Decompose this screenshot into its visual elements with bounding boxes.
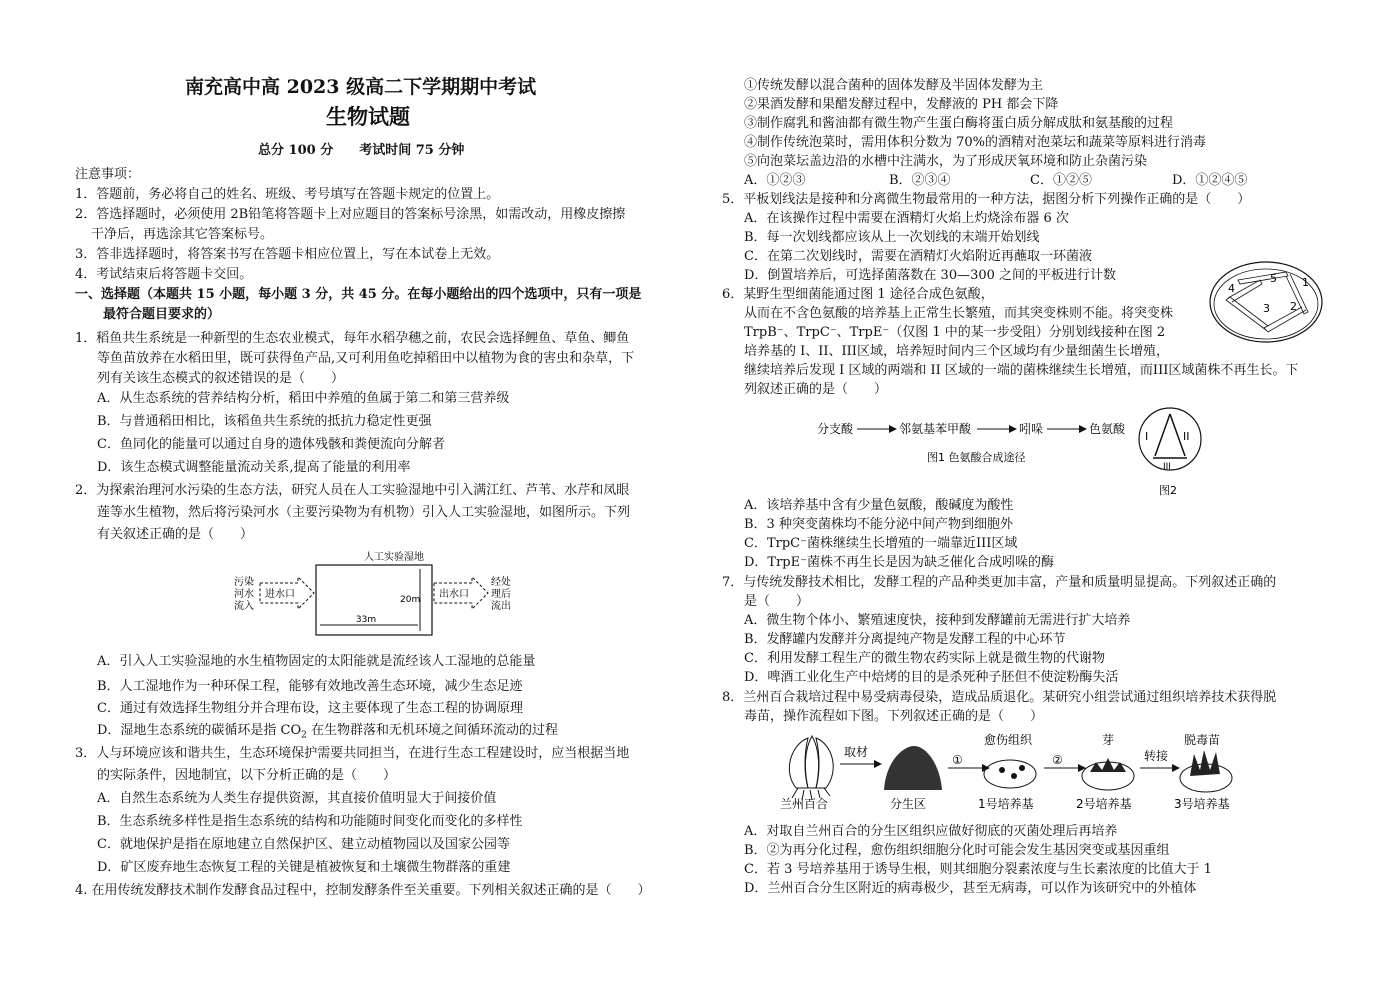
- inflow-label-2: 河水: [234, 589, 254, 600]
- q8-option-d: D．兰州百合分生区附近的病毒极少，甚至无病毒，可以作为该研究中的外植体: [744, 881, 1197, 896]
- dish2-label: 2号培养基: [1076, 797, 1132, 811]
- q4-option-a: A．①②③: [744, 173, 806, 188]
- q4-option-c: C．①②⑤: [1030, 173, 1092, 188]
- inflow-label-1: 污染: [234, 577, 254, 588]
- pathway-step-1: 分支酸: [817, 422, 854, 436]
- q2-option-b: B．人工湿地作为一种环保工程，能够有效地改善生态环境，减少生态足迹: [97, 679, 523, 694]
- q6-stem-1: 6．某野生型细菌能通过图 1 途径合成色氨酸，: [722, 287, 994, 302]
- q6-stem-3: TrpB⁻、TrpC⁻、TrpE⁻（仅图 1 中的某一步受阻）分别划线接种在图 2: [744, 325, 1166, 340]
- q4-option-b: B．②③④: [889, 173, 951, 188]
- q1-option-b: B．与普通稻田相比，该稻鱼共生系统的抵抗力稳定性更强: [97, 414, 432, 429]
- step1-label: ①: [952, 753, 963, 767]
- q6-option-a: A．该培养基中含有少量色氨酸，酸碱度为酸性: [744, 498, 1014, 513]
- q6-option-d: D．TrpE⁻菌株不再生长是因为缺乏催化合成吲哚的酶: [744, 555, 1054, 570]
- q6-stem-6: 列叙述正确的是（ ）: [744, 382, 888, 397]
- q3-option-c: C．就地保护是指在原地建立自然保护区、建立动植物园以及国家公园等: [97, 837, 510, 852]
- plate-caption: 图2: [1159, 484, 1177, 497]
- q5-stem: 5．平板划线法是接种和分离微生物最常用的一种方法，据图分析下列操作正确的是（ ）: [722, 192, 1251, 207]
- q3-option-a: A．自然生态系统为人类生存提供资源，其直接价值明显大于间接价值: [97, 791, 497, 806]
- q1-stem-2: 等鱼苗放养在水稻田里，既可获得鱼产品,又可利用鱼吃掉稻田中以植物为食的害虫和杂草，下: [97, 351, 635, 366]
- section-heading: 一、选择题（本题共 15 小题，每小题 3 分，共 45 分。在每小题给出的四个选项中，只有一项是: [75, 287, 642, 302]
- q3-option-d: D．矿区废弃地生态恢复工程的关键是植被恢复和土壤微生物群落的重建: [97, 860, 511, 875]
- callus-dot-3: [1019, 765, 1025, 771]
- streak-I: [1155, 414, 1170, 456]
- q4-stem: 4. 在用传统发酵技术制作发酵食品过程中，控制发酵条件至关重要。下列相关叙述正确的是（ ）: [75, 883, 651, 898]
- pathway-arrowhead-3: [1079, 425, 1087, 433]
- q5-option-b: B．每一次划线都应该从上一次划线的末端开始划线: [744, 230, 1040, 245]
- q5-option-d: D．倒置培养后，可选择菌落数在 30—300 之间的平板进行计数: [744, 268, 1117, 283]
- q1-option-c: C．鱼同化的能量可以通过自身的遗体残骸和粪便流向分解者: [97, 437, 445, 452]
- streak-label-3: 3: [1263, 302, 1270, 315]
- q6-option-b: B．3 种突变菌株均不能分泌中间产物到细胞外: [744, 517, 1013, 532]
- q8-option-a: A．对取自兰州百合的分生区组织应做好彻底的灭菌处理后再培养: [744, 824, 1118, 839]
- q6-stem-5: 继续培养后发现 I 区域的两端和 II 区域的一端的菌株继续生长增殖，而III区域菌株不再生长。下: [744, 363, 1299, 378]
- region-II-label: II: [1183, 430, 1190, 443]
- q7-stem-2: 是（ ）: [744, 594, 810, 609]
- q7-option-d: D．啤酒工业化生产中焙烤的目的是杀死种子胚但不使淀粉酶失活: [744, 670, 1119, 685]
- q3-option-b: B．生态系统多样性是指生态系统的结构和功能随时间变化而变化的多样性: [97, 814, 523, 829]
- streak-label-5: 5: [1270, 272, 1277, 285]
- q4-item-1: ①传统发酵以混合菌种的固体发酵及半固体发酵为主: [744, 78, 1044, 93]
- buds-cluster: [1090, 758, 1126, 772]
- streak-plate-figure: [1208, 252, 1324, 348]
- q2-option-d-text-2: 在生物群落和无机环境之间循环流动的过程: [306, 723, 559, 738]
- meristem-label: 分生区: [890, 797, 927, 811]
- q5-option-c: C．在第二次划线时，需要在酒精灯火焰附近再蘸取一环菌液: [744, 249, 1092, 264]
- exam-title: 南充高中高 2023 级高二下学期期中考试: [185, 76, 537, 98]
- callus-label: 愈伤组织: [984, 733, 1033, 747]
- pathway-arrowhead-1: [889, 425, 897, 433]
- q5-option-a: A．在该操作过程中需要在酒精灯火焰上灼烧涂布器 6 次: [744, 211, 1069, 226]
- q1-option-a: A．从生态系统的营养结构分析，稻田中养殖的鱼属于第二和第三营养级: [97, 391, 510, 406]
- region-III-label: III: [1163, 462, 1171, 472]
- note-4: 4．考试结束后将答题卡交回。: [75, 267, 253, 282]
- q2-option-d: [97, 722, 558, 745]
- plate-regions-figure: [1137, 400, 1203, 500]
- q1-stem-3: 列有关该生态模式的叙述错误的是（ ）: [97, 371, 345, 386]
- q3-stem-1: 3．人与环境应该和谐共生，生态环境保护需要共同担当，在进行生态工程建设时，应当根据当地: [75, 746, 630, 761]
- transfer-arrowhead: [1172, 764, 1180, 772]
- q2-option-d-text: D．湿地生态系统的碳循环是指 CO: [97, 723, 302, 738]
- q6-option-c: C．TrpC⁻菌株继续生长增殖的一端靠近III区域: [744, 536, 1018, 551]
- pathway-step-4: 色氨酸: [1089, 422, 1126, 436]
- pathway-arrowhead-2: [1009, 425, 1017, 433]
- tissue-culture-flow-figure: [774, 730, 1254, 814]
- step2-label: ②: [1052, 753, 1063, 767]
- q7-option-a: A．微生物个体小、繁殖速度快，接种到发酵罐前无需进行扩大培养: [744, 613, 1131, 628]
- q2-option-a: A．引入人工实验湿地的水生植物固定的太阳能就是流经该人工湿地的总能量: [97, 654, 536, 669]
- wetland-diagram: [232, 545, 522, 640]
- meristem-icon: [884, 746, 942, 790]
- note-1: 1．答题前，务必将自己的姓名、班级、考号填写在答题卡规定的位置上。: [75, 187, 500, 202]
- seedling-label: 脱毒苗: [1184, 733, 1221, 747]
- q4-item-4: ④制作传统泡菜时，需用体积分数为 70%的酒精对泡菜坛和蔬菜等原料进行消毒: [744, 135, 1207, 150]
- q2-stem-2: 莲等水生植物，然后将污染河水（主要污染物为有机物）引入人工实验湿地，如图所示。下列: [97, 505, 631, 520]
- outflow-label-2: 理后: [491, 589, 511, 600]
- pathway-step-3: 吲哚: [1019, 422, 1044, 436]
- q2-stem-3: 有关叙述正确的是（ ）: [97, 527, 254, 542]
- seedling-cluster: [1190, 750, 1220, 776]
- tryptophan-pathway-figure: [817, 415, 1127, 467]
- notes-heading: 注意事项：: [75, 167, 141, 182]
- q8-stem-1: 8．兰州百合栽培过程中易受病毒侵染，造成品质退化。某研究小组尝试通过组织培养技术获得脱: [722, 690, 1277, 705]
- callus-dot-2: [1011, 773, 1017, 779]
- q3-stem-2: 的实际条件，因地制宜，以下分析正确的是（ ）: [97, 768, 397, 783]
- outflow-label-1: 经处: [491, 577, 511, 588]
- q8-stem-2: 毒苗，操作流程如下图。下列叙述正确的是（ ）: [744, 709, 1044, 724]
- q6-stem-4: 培养基的 I、II、III区域，培养短时间内三个区域均有少量细菌生长增殖，: [744, 344, 1169, 359]
- q4-item-5: ⑤向泡菜坛盖边沿的水槽中注满水，为了形成厌氧环境和防止杂菌污染: [744, 154, 1148, 169]
- transfer-label: 转接: [1144, 749, 1169, 763]
- exam-meta: 总分 100 分 考试时间 75 分钟: [258, 143, 465, 158]
- q4-item-3: ③制作腐乳和酱油都有微生物产生蛋白酶将蛋白质分解成肽和氨基酸的过程: [744, 116, 1174, 131]
- take-arrowhead: [874, 760, 882, 768]
- dish3-label: 3号培养基: [1174, 797, 1230, 811]
- plate-circle: [1139, 408, 1201, 470]
- region-I-label: I: [1145, 430, 1149, 443]
- q2-stem-1: 2．为探索治理河水污染的生态方法，研究人员在人工实验湿地中引入满江红、芦苇、水芹和凤眼: [75, 483, 630, 498]
- q2-option-c: C．通过有效选择生物组分并合理布设，这主要体现了生态工程的协调原理: [97, 701, 523, 716]
- outlet-label: 出水口: [439, 589, 469, 600]
- width-label: 33m: [355, 615, 377, 625]
- dish1-icon: [984, 760, 1036, 788]
- pathway-caption: 图1 色氨酸合成途径: [927, 451, 1026, 464]
- dish1-label: 1号培养基: [978, 797, 1034, 811]
- q7-stem-1: 7．与传统发酵技术相比，发酵工程的产品种类更加丰富，产量和质量明显提高。下列叙述正确的: [722, 575, 1277, 590]
- streak-label-2: 2: [1290, 300, 1297, 313]
- q7-option-c: C．利用发酵工程生产的微生物农药实际上就是微生物的代谢物: [744, 651, 1105, 666]
- callus-dot-1: [999, 767, 1005, 773]
- streak-label-4: 4: [1228, 282, 1235, 295]
- pathway-step-2: 邻氨基苯甲酸: [899, 422, 972, 436]
- step2-arrowhead: [1078, 764, 1086, 772]
- lily-bulb-icon: [789, 736, 833, 800]
- note-2: 2．答选择题时，必须使用 2B铅笔将答题卡上对应题目的答案标号涂黑，如需改动，用橡皮擦擦: [75, 207, 626, 222]
- q8-option-c: C．若 3 号培养基用于诱导生根，则其细胞分裂素浓度与生长素浓度的比值大于 1: [744, 862, 1212, 877]
- outflow-label-3: 流出: [491, 601, 511, 612]
- subject-title: 生物试题: [326, 104, 410, 129]
- note-2-cont: 干净后，再选涂其它答案标号。: [91, 227, 274, 242]
- take-label: 取材: [844, 745, 869, 759]
- height-label: 20m: [400, 595, 421, 605]
- q8-option-b: B．②为再分化过程，愈伤组织细胞分化时可能会发生基因突变或基因重组: [744, 843, 1170, 858]
- q7-option-b: B．发酵罐内发酵并分离提纯产物是发酵工程的中心环节: [744, 632, 1066, 647]
- inflow-label-3: 流入: [234, 601, 254, 612]
- q4-option-d: D．①②④⑤: [1172, 173, 1248, 188]
- q1-stem-1: 1．稻鱼共生系统是一种新型的生态农业模式，每年水稻孕穗之前，农民会选择鲤鱼、草鱼、鲫鱼: [75, 331, 630, 346]
- streak-label-1: 1: [1302, 276, 1309, 289]
- q6-stem-2: 从而在不含色氨酸的培养基上正常生长繁殖，而其突变株则不能。将突变株: [744, 306, 1174, 321]
- section-heading-cont: 最符合题目要求的）: [103, 307, 221, 322]
- bud-label: 芽: [1102, 733, 1115, 747]
- inlet-label: 进水口: [265, 589, 295, 600]
- note-3: 3．答非选择题时，将答案书写在答题卡相应位置上，写在本试卷上无效。: [75, 247, 500, 262]
- q1-option-d: D．该生态模式调整能量流动关系,提高了能量的利用率: [97, 460, 411, 475]
- q2-option-d-sub: 2: [301, 730, 307, 741]
- plant-label: 兰州百合: [780, 797, 829, 811]
- q4-item-2: ②果酒发酵和果醋发酵过程中，发酵液的 PH 都会下降: [744, 97, 1059, 112]
- wetland-title: 人工实验湿地: [364, 552, 424, 563]
